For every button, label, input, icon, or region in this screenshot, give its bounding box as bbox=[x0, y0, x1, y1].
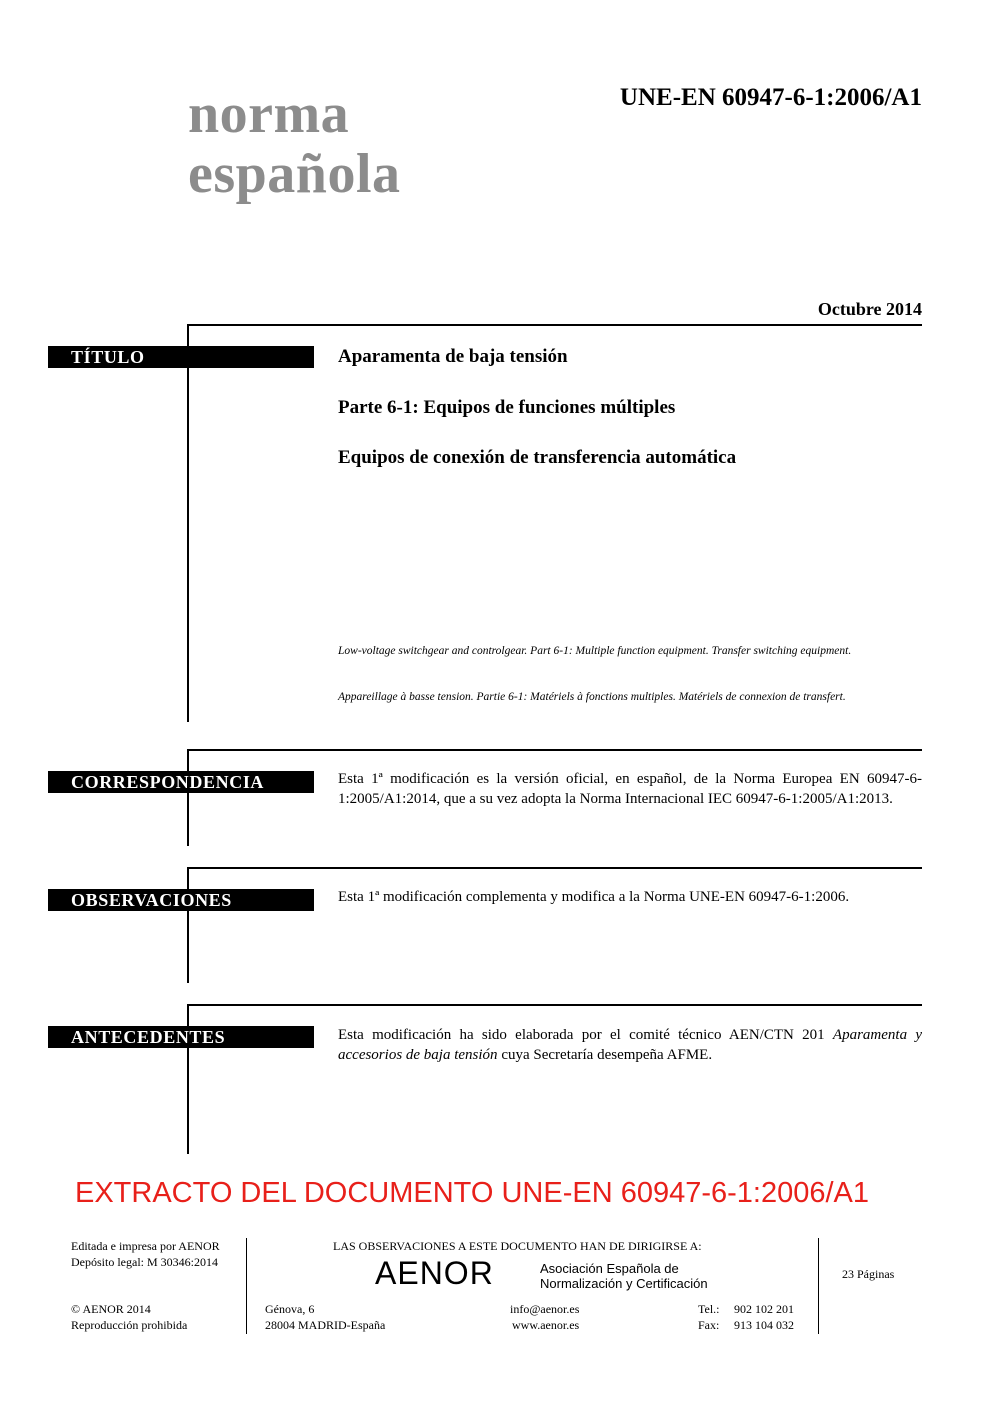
standard-code: UNE-EN 60947-6-1:2006/A1 bbox=[619, 84, 922, 111]
footer-separator-right bbox=[818, 1238, 819, 1334]
title-line-1: Aparamenta de baja tensión bbox=[338, 346, 568, 367]
extract-banner: EXTRACTO DEL DOCUMENTO UNE-EN 60947-6-1:2006/A1 bbox=[75, 1177, 870, 1209]
label-antecedentes: ANTECEDENTES bbox=[48, 1026, 314, 1048]
correspondencia-text: Esta 1ª modificación es la versión oficial, en español, de la Norma Europea EN 60947-6-1:2005/A1:2014, que a su vez adopta la Norma Internacional IEC 60947-6-1:2005/A1:2013. bbox=[338, 771, 922, 807]
footer-edited: Editada e impresa por AENOR bbox=[71, 1239, 220, 1253]
title-line-2: Parte 6-1: Equipos de funciones múltiples bbox=[338, 397, 676, 418]
label-titulo: TÍTULO bbox=[48, 346, 314, 368]
footer-website[interactable]: www.aenor.es bbox=[512, 1318, 580, 1332]
footer-address-line2: 28004 MADRID-España bbox=[265, 1318, 386, 1332]
section-vertical-rule bbox=[187, 867, 189, 983]
section-vertical-rule bbox=[187, 324, 189, 722]
antecedentes-text-end: cuya Secretaría desempeña AFME. bbox=[497, 1047, 713, 1063]
footer-fax-label: Fax: bbox=[698, 1318, 720, 1332]
title-translation-fr: Appareillage à basse tension. Partie 6-1: Matériels à fonctions multiples. Matériels de connexion de transfert. bbox=[338, 691, 846, 703]
antecedentes-text bbox=[338, 1025, 922, 1065]
aenor-association-name bbox=[540, 1261, 708, 1291]
footer-deposit: Depósito legal: M 30346:2014 bbox=[71, 1255, 218, 1269]
section-divider bbox=[188, 749, 922, 751]
footer-fax: 913 104 032 bbox=[734, 1318, 794, 1332]
footer-separator-left bbox=[246, 1238, 247, 1334]
footer-copyright: © AENOR 2014 bbox=[71, 1302, 151, 1316]
footer-address-line1: Génova, 6 bbox=[265, 1302, 315, 1316]
section-vertical-rule bbox=[187, 749, 189, 846]
label-observaciones: OBSERVACIONES bbox=[48, 889, 314, 911]
title-translation-en: Low-voltage switchgear and controlgear. Part 6-1: Multiple function equipment. Transfer switching equipment. bbox=[338, 645, 852, 657]
footer-tel: 902 102 201 bbox=[734, 1302, 794, 1316]
footer-page-count: 23 Páginas bbox=[842, 1267, 895, 1281]
association-line-2: Normalización y Certificación bbox=[540, 1276, 708, 1291]
brand-title-line1: norma bbox=[188, 83, 350, 145]
association-line-1: Asociación Española de bbox=[540, 1261, 679, 1276]
brand-title-line2: española bbox=[188, 143, 401, 205]
section-divider bbox=[188, 867, 922, 869]
footer-observations-notice: LAS OBSERVACIONES A ESTE DOCUMENTO HAN DE DIRIGIRSE A: bbox=[333, 1239, 702, 1253]
committee-name: Aparamenta y accesorios de baja tensión bbox=[338, 1027, 922, 1063]
antecedentes-text-start: Esta modificación ha sido elaborada por el comité técnico AEN/CTN 201 bbox=[338, 1027, 833, 1043]
footer-tel-label: Tel.: bbox=[698, 1302, 720, 1316]
section-divider bbox=[188, 1004, 922, 1006]
title-line-3: Equipos de conexión de transferencia automática bbox=[338, 447, 737, 468]
section-divider bbox=[188, 324, 922, 326]
publication-date: Octubre 2014 bbox=[817, 299, 922, 319]
observaciones-text: Esta 1ª modificación complementa y modifica a la Norma UNE-EN 60947-6-1:2006. bbox=[338, 889, 850, 905]
aenor-logo: AENOR bbox=[375, 1255, 494, 1291]
label-correspondencia: CORRESPONDENCIA bbox=[48, 771, 314, 793]
footer-email[interactable]: info@aenor.es bbox=[510, 1302, 580, 1316]
footer-reproduction: Reproducción prohibida bbox=[71, 1318, 188, 1332]
